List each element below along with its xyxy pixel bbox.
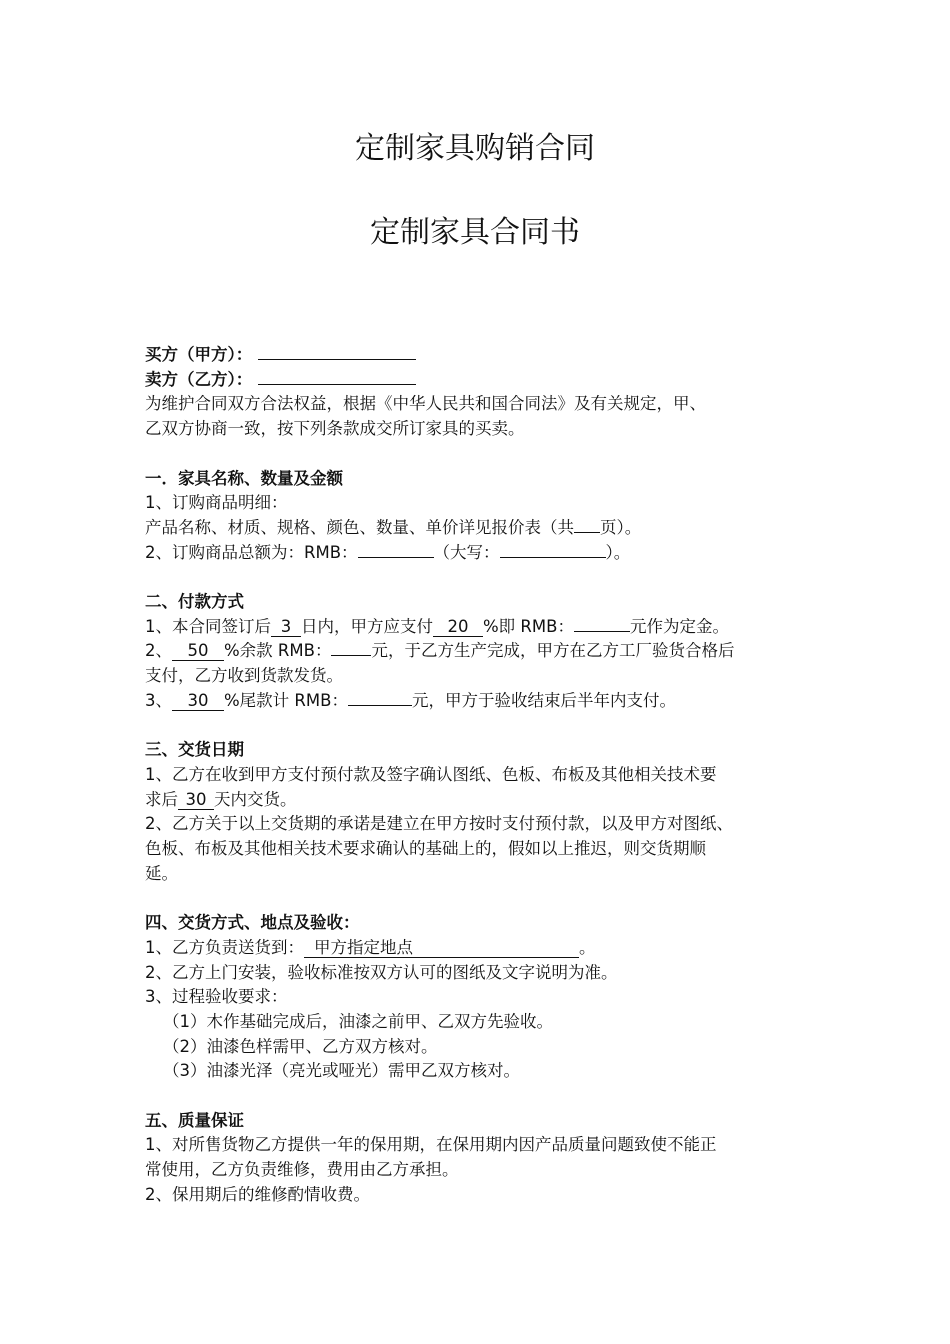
preamble-line-2: 乙双方协商一致，按下列条款成交所订家具的买卖。 bbox=[145, 419, 525, 439]
final-text-b: %尾款计 RMB： bbox=[224, 690, 348, 710]
section-2-item-1 bbox=[145, 615, 825, 640]
section-4-item-3: 3、过程验收要求： bbox=[145, 987, 288, 1007]
final-amount-blank bbox=[348, 705, 412, 706]
deposit-amount-blank bbox=[574, 631, 630, 632]
section-4-heading: 四、交货方式、地点及验收： bbox=[145, 913, 360, 933]
final-percent: 30 bbox=[172, 691, 224, 711]
section-4-sub-3: （3）油漆光泽（亮光或哑光）需甲乙双方核对。 bbox=[163, 1061, 520, 1081]
delivery-place-label: 1、乙方负责送货到： bbox=[145, 937, 304, 957]
buyer-line bbox=[145, 343, 825, 368]
delivery-days: 30 bbox=[178, 790, 214, 810]
seller-label: 卖方（乙方）： bbox=[145, 369, 253, 389]
section-5-heading: 五、质量保证 bbox=[145, 1110, 244, 1130]
contract-body bbox=[145, 343, 825, 1208]
seller-blank bbox=[258, 384, 416, 385]
section-1-heading: 一．家具名称、数量及金额 bbox=[145, 468, 343, 488]
section-5-item-1-cont: 常使用，乙方负责维修，费用由乙方承担。 bbox=[145, 1160, 459, 1180]
section-4-item-2: 2、乙方上门安装，验收标准按双方认可的图纸及文字说明为准。 bbox=[145, 962, 618, 982]
deposit-days: 3 bbox=[271, 617, 301, 637]
section-2-item-2-cont: 支付，乙方收到货款发货。 bbox=[145, 666, 343, 686]
section-4-item-1 bbox=[145, 936, 825, 961]
total-words-label: （大写： bbox=[433, 542, 500, 562]
seller-line bbox=[145, 368, 825, 393]
balance-text-c: 元，于乙方生产完成，甲方在乙方工厂验货合格后 bbox=[371, 641, 735, 661]
section-2-heading: 二、付款方式 bbox=[145, 592, 244, 611]
section-4-sub-1: （1）木作基础完成后，油漆之前甲、乙双方先验收。 bbox=[163, 1011, 553, 1031]
buyer-blank bbox=[258, 359, 416, 360]
final-text-a: 3、 bbox=[145, 690, 172, 710]
deposit-text-d: 元作为定金。 bbox=[629, 616, 729, 636]
delivery-place-end: 。 bbox=[579, 937, 596, 957]
section-3-item-2: 2、乙方关于以上交货期的承诺是建立在甲方按时支付预付款，以及甲方对图纸、 bbox=[145, 814, 733, 834]
final-text-c: 元，甲方于验收结束后半年内支付。 bbox=[411, 690, 676, 710]
section-2-item-2 bbox=[145, 639, 825, 664]
section-3-item-1: 1、乙方在收到甲方支付预付款及签字确认图纸、色板、布板及其他相关技术要 bbox=[145, 764, 717, 784]
total-amount-blank bbox=[358, 557, 434, 558]
document-title: 定制家具购销合同 bbox=[355, 131, 595, 166]
section-5-item-2: 2、保用期后的维修酌情收费。 bbox=[145, 1184, 370, 1204]
section-3-item-1-cont bbox=[145, 788, 825, 813]
document-subtitle: 定制家具合同书 bbox=[370, 215, 580, 250]
buyer-label: 买方（甲方）： bbox=[145, 345, 253, 364]
section-5-item-1: 1、对所售货物乙方提供一年的保用期，在保用期内因产品质量问题致使不能正 bbox=[145, 1135, 717, 1155]
delivery-text-b: 天内交货。 bbox=[214, 789, 297, 809]
balance-text-a: 2、 bbox=[145, 641, 172, 661]
detail-text: 产品名称、材质、规格、颜色、数量、单价详见报价表（共 bbox=[145, 517, 574, 537]
deposit-text-b: 日内，甲方应支付 bbox=[301, 616, 433, 636]
pages-blank bbox=[574, 532, 600, 533]
total-words-blank bbox=[500, 557, 606, 558]
deposit-percent: 20 bbox=[433, 617, 483, 637]
balance-amount-blank bbox=[331, 655, 371, 656]
delivery-text-a: 求后 bbox=[145, 789, 178, 809]
total-words-end: ）。 bbox=[605, 542, 631, 562]
delivery-place-value: 甲方指定地点 bbox=[304, 938, 579, 958]
balance-percent: 50 bbox=[172, 641, 224, 661]
section-3-item-2-end: 延。 bbox=[145, 863, 178, 883]
section-1-item-1-detail bbox=[145, 516, 825, 541]
deposit-text-a: 1、本合同签订后 bbox=[145, 616, 271, 636]
section-4-sub-2: （2）油漆色样需甲、乙方双方核对。 bbox=[163, 1036, 438, 1056]
balance-text-b: %余款 RMB： bbox=[224, 641, 332, 661]
section-2-item-3 bbox=[145, 689, 825, 714]
section-1-item-1: 1、订购商品明细： bbox=[145, 493, 288, 513]
preamble-line-1: 为维护合同双方合法权益，根据《中华人民共和国合同法》及有关规定，甲、 bbox=[145, 394, 706, 414]
deposit-text-c: %即 RMB： bbox=[483, 616, 574, 636]
section-1-item-2 bbox=[145, 541, 825, 566]
section-3-item-2-cont: 色板、布板及其他相关技术要求确认的基础上的，假如以上推迟，则交货期顺 bbox=[145, 839, 706, 859]
detail-text-end: 页）。 bbox=[600, 517, 642, 537]
total-label: 2、订购商品总额为：RMB： bbox=[145, 542, 358, 562]
section-3-heading: 三、交货日期 bbox=[145, 740, 244, 760]
